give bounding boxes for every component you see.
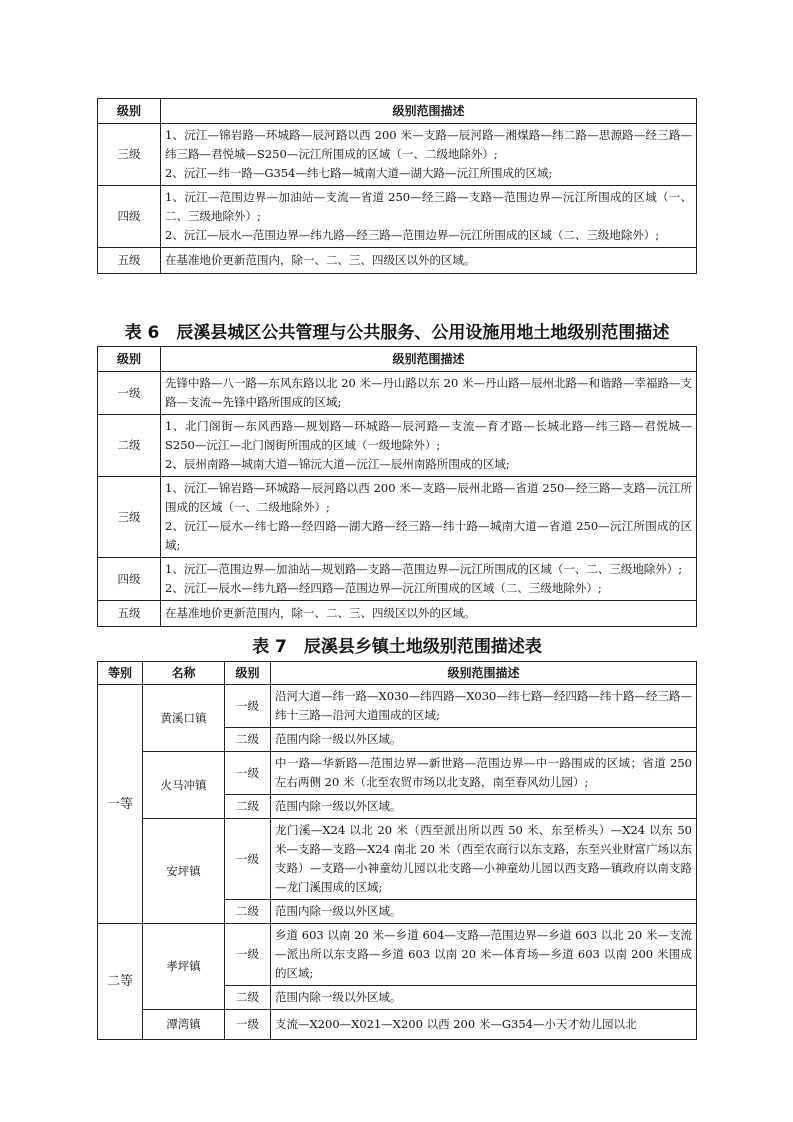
level-cell: 一级: [225, 685, 271, 728]
desc-line: 2、沅江—纬一路—G354—纬七路—城南大道—湖大路—沅江所围成的区域;: [165, 166, 553, 180]
desc-line: 1、北门阁街—东风西路—规划路—环城路—辰河路—支流—育才路—长城北路—纬三路—君悦城—S250—沅江—北门阁街所围成的区域（一级地除外）;: [165, 419, 692, 452]
desc-line: 先锋中路—八一路—东风东路以北 20 米—丹山路以东 20 米—丹山路—辰州北路—和谐路—幸福路—支路—支流—先锋中路所围成的区域;: [165, 376, 692, 409]
table-row: [98, 186, 697, 248]
desc-cell: 乡道 603 以南 20 米—乡道 604—支路—范围边界—乡道 603 以北 20 米—支流—派出所以东支路—乡道 603 以南 20 米—体育场—乡道 603 以南 200 米围成的区域;: [271, 924, 697, 986]
table6: [97, 346, 697, 627]
level-cell: 一级: [225, 752, 271, 795]
desc-line: 在基准地价更新范围内，除一、二、三、四级区以外的区域。: [165, 253, 476, 267]
desc-cell: 范围内除一级以外区域。: [271, 900, 697, 924]
town-name-cell: 潭湾镇: [143, 1010, 225, 1040]
desc-line: 1、沅江—锦岩路—环城路—辰河路以西 200 米—支路—辰河路—湘煤路—纬二路—思源路—经三路—纬三路—君悦城—S250—沅江所围成的区域（一、二级地除外）;: [165, 128, 692, 161]
level-cell: 二级: [225, 728, 271, 752]
level-cell: 一级: [225, 924, 271, 986]
level-cell: 二级: [225, 900, 271, 924]
desc-cell: 中一路—华新路—范围边界—新世路—范围边界—中一路围成的区域；省道 250 左右两侧 20 米（北至农贸市场以北支路，南至春风幼儿园）;: [271, 752, 697, 795]
desc-cell: 龙门溪—X24 以北 20 米（西至派出所以西 50 米、东至桥头）—X24 以东 50 米—支路—支路—X24 南北 20 米（西至农商行以东支路，东至兴业财富广场以东支路）—支路—小神童幼儿园以北支路—小神童幼儿园以西支路—镇政府以南支路—龙门溪围成的区域;: [271, 819, 697, 900]
table-row: [98, 248, 697, 274]
desc-cell: [161, 558, 697, 601]
table-row: [98, 601, 697, 627]
table7-header-grade: 等别: [98, 662, 143, 685]
table6-title: 表 6 辰溪县城区公共管理与公共服务、公用设施用地土地级别范围描述: [124, 323, 670, 343]
desc-cell: 范围内除一级以外区域。: [271, 795, 697, 819]
table6-header-level: 级别: [98, 347, 161, 372]
town-name-cell: 孝坪镇: [143, 924, 225, 1010]
desc-cell: 范围内除一级以外区域。: [271, 728, 697, 752]
table7-title: 表 7 辰溪县乡镇土地级别范围描述表: [252, 637, 542, 657]
town-name-cell: 黄溪口镇: [143, 685, 225, 752]
desc-cell: 沿河大道—纬一路—X030—纬四路—X030—纬七路—经四路—纬十路—经三路—纬十三路—沿河大道围成的区域;: [271, 685, 697, 728]
desc-line: 2、沅江—辰水—纬九路—经四路—范围边界—沅江所围成的区域（二、三级地除外）;: [165, 581, 602, 595]
desc-line: 2、沅江—辰水—范围边界—纬九路—经三路—范围边界—沅江所围成的区域（二、三级地除外）;: [165, 228, 660, 242]
table7-header-row: [98, 662, 697, 685]
table5: [97, 98, 697, 274]
desc-line: 2、沅江—辰水—纬七路—经四路—湖大路—经三路—纬十路—城南大道—省道 250—沅江所围成的区域;: [165, 519, 692, 552]
level-cell: 一级: [98, 372, 161, 415]
table7: [97, 661, 697, 1040]
grade-cell: 一等: [98, 685, 143, 924]
table5-block: [97, 98, 697, 274]
desc-cell: [161, 601, 697, 627]
level-cell: 一级: [225, 1010, 271, 1040]
table6-header-desc: 级别范围描述: [161, 347, 697, 372]
table5-header-row: [98, 99, 697, 124]
level-cell: 四级: [98, 186, 161, 248]
table7-header-level: 级别: [225, 662, 271, 685]
desc-cell: 范围内除一级以外区域。: [271, 986, 697, 1010]
desc-line: 1、沅江—范围边界—加油站—支流—省道 250—经三路—支路—范围边界—沅江所围成的区域（一、二、三级地除外）;: [165, 190, 692, 223]
grade-cell: 二等: [98, 924, 143, 1040]
desc-line: 在基准地价更新范围内，除一、二、三、四级区以外的区域。: [165, 606, 476, 620]
town-name-cell: 火马冲镇: [143, 752, 225, 819]
table-row: [98, 477, 697, 558]
table7-header-desc: 级别范围描述: [271, 662, 697, 685]
table-row: [98, 124, 697, 186]
level-cell: 五级: [98, 601, 161, 627]
desc-cell: [161, 186, 697, 248]
table5-header-level: 级别: [98, 99, 161, 124]
level-cell: 三级: [98, 124, 161, 186]
table-row: [98, 924, 697, 986]
desc-cell: [161, 372, 697, 415]
table-row: [98, 685, 697, 728]
desc-cell: 支流—X200—X021—X200 以西 200 米—G354—小天才幼儿园以北: [271, 1010, 697, 1040]
desc-cell: [161, 124, 697, 186]
town-name-cell: 安坪镇: [143, 819, 225, 924]
table-row: [98, 1010, 697, 1040]
desc-line: 1、沅江—锦岩路—环城路—辰河路以西 200 米—支路—辰州北路—省道 250—经三路—支路—沅江所围成的区域（一、二级地除外）;: [165, 481, 692, 514]
desc-cell: [161, 248, 697, 274]
desc-line: 2、辰州南路—城南大道—锦沅大道—沅江—辰州南路所围成的区域;: [165, 457, 510, 471]
table-row: [98, 558, 697, 601]
table7-block: [97, 661, 697, 1040]
table5-header-desc: 级别范围描述: [161, 99, 697, 124]
desc-cell: [161, 477, 697, 558]
table6-block: [97, 346, 697, 627]
level-cell: 五级: [98, 248, 161, 274]
table6-header-row: [98, 347, 697, 372]
table7-header-name: 名称: [143, 662, 225, 685]
desc-line: 1、沅江—范围边界—加油站—规划路—支路—范围边界—沅江所围成的区域（一、二、三级地除外）;: [165, 562, 683, 576]
level-cell: 二级: [225, 795, 271, 819]
level-cell: 四级: [98, 558, 161, 601]
level-cell: 三级: [98, 477, 161, 558]
level-cell: 二级: [225, 986, 271, 1010]
table-row: [98, 415, 697, 477]
table-row: [98, 819, 697, 900]
table-row: [98, 372, 697, 415]
desc-cell: [161, 415, 697, 477]
level-cell: 一级: [225, 819, 271, 900]
level-cell: 二级: [98, 415, 161, 477]
table-row: [98, 752, 697, 795]
